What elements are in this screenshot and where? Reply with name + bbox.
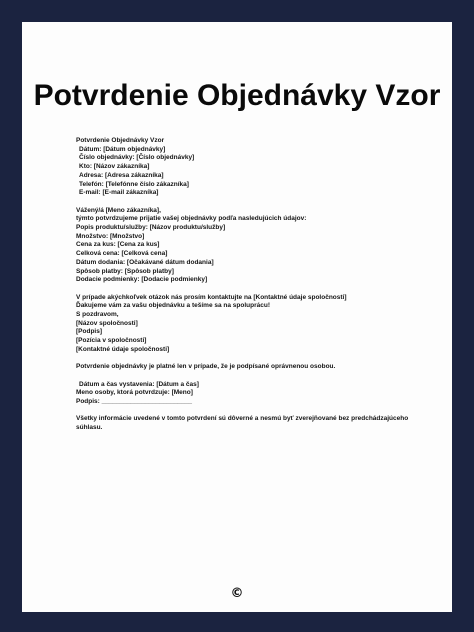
spacer: [76, 355, 416, 364]
customer-name: Kto: [Názov zákazníka]: [79, 163, 150, 171]
payment-method: Spôsob platby: [Spôsob platby]: [76, 267, 174, 275]
company-name: [Názov spoločnosti]: [76, 319, 138, 327]
company-contact: [Kontaktné údaje spoločnosti]: [76, 345, 170, 353]
confidentiality-note: Všetky informácie uvedené v tomto potvrdení sú dôverné a nesmú byť zverejňované bez predchádzajúceho súhlasu.: [76, 415, 409, 432]
document-body: [76, 137, 416, 433]
delivery-date: Dátum dodania: [Očakávané dátum dodania]: [76, 258, 214, 266]
regards: S pozdravom,: [76, 311, 119, 319]
confirmer-name: Meno osoby, ktorá potvrdzuje: [Meno]: [76, 389, 193, 397]
signature-line: Podpis: _________________________: [76, 398, 193, 406]
spacer: [76, 198, 416, 207]
delivery-conditions: Dodacie podmienky: [Dodacie podmienky]: [76, 276, 208, 284]
position-placeholder: [Pozícia v spoločnosti]: [76, 337, 147, 345]
customer-email: E-mail: [E-mail zákazníka]: [79, 189, 159, 197]
spacer: [76, 285, 416, 294]
contact-block: [76, 294, 416, 355]
signoff-block: [76, 381, 416, 407]
total-price: Celková cena: [Celková cena]: [76, 250, 168, 258]
thanks-text: Ďakujeme vám za vašu objednávku a tešíme sa na spoluprácu!: [76, 302, 270, 310]
spacer: [76, 372, 416, 381]
issue-datetime: Dátum a čas vystavenia: [Dátum a čas]: [79, 380, 199, 388]
header-label: Potvrdenie Objednávky Vzor: [76, 137, 165, 144]
customer-phone: Telefón: [Telefónne číslo zákazníka]: [79, 180, 189, 188]
quantity: Množstvo: [Množstvo]: [76, 232, 145, 240]
product-description: Popis produktu/služby: [Názov produktu/služby]: [76, 224, 226, 232]
validity-note: Potvrdenie objednávky je platné len v prípade, že je podpísané oprávnenou osobou.: [76, 363, 336, 371]
document-page: [22, 22, 452, 612]
order-details-block: [76, 207, 416, 285]
customer-address: Adresa: [Adresa zákazníka]: [79, 171, 164, 179]
order-date: Dátum: [Dátum objednávky]: [79, 145, 166, 153]
signature-placeholder: [Podpis]: [76, 328, 102, 336]
spacer: [76, 407, 416, 416]
intro-text: týmto potvrdzujeme prijatie vašej objednávky podľa nasledujúcich údajov:: [76, 215, 307, 223]
copyright-icon: ©: [230, 586, 244, 601]
greeting: Vážený/á [Meno zákazníka],: [76, 206, 161, 214]
order-number: Číslo objednávky: [Číslo objednávky]: [79, 154, 195, 162]
page-title: Potvrdenie Objednávky Vzor: [33, 79, 441, 112]
order-header-block: [76, 137, 416, 198]
unit-price: Cena za kus: [Cena za kus]: [76, 241, 160, 249]
questions-text: V prípade akýchkoľvek otázok nás prosím kontaktujte na [Kontaktné údaje spoločnosti]: [76, 293, 347, 301]
